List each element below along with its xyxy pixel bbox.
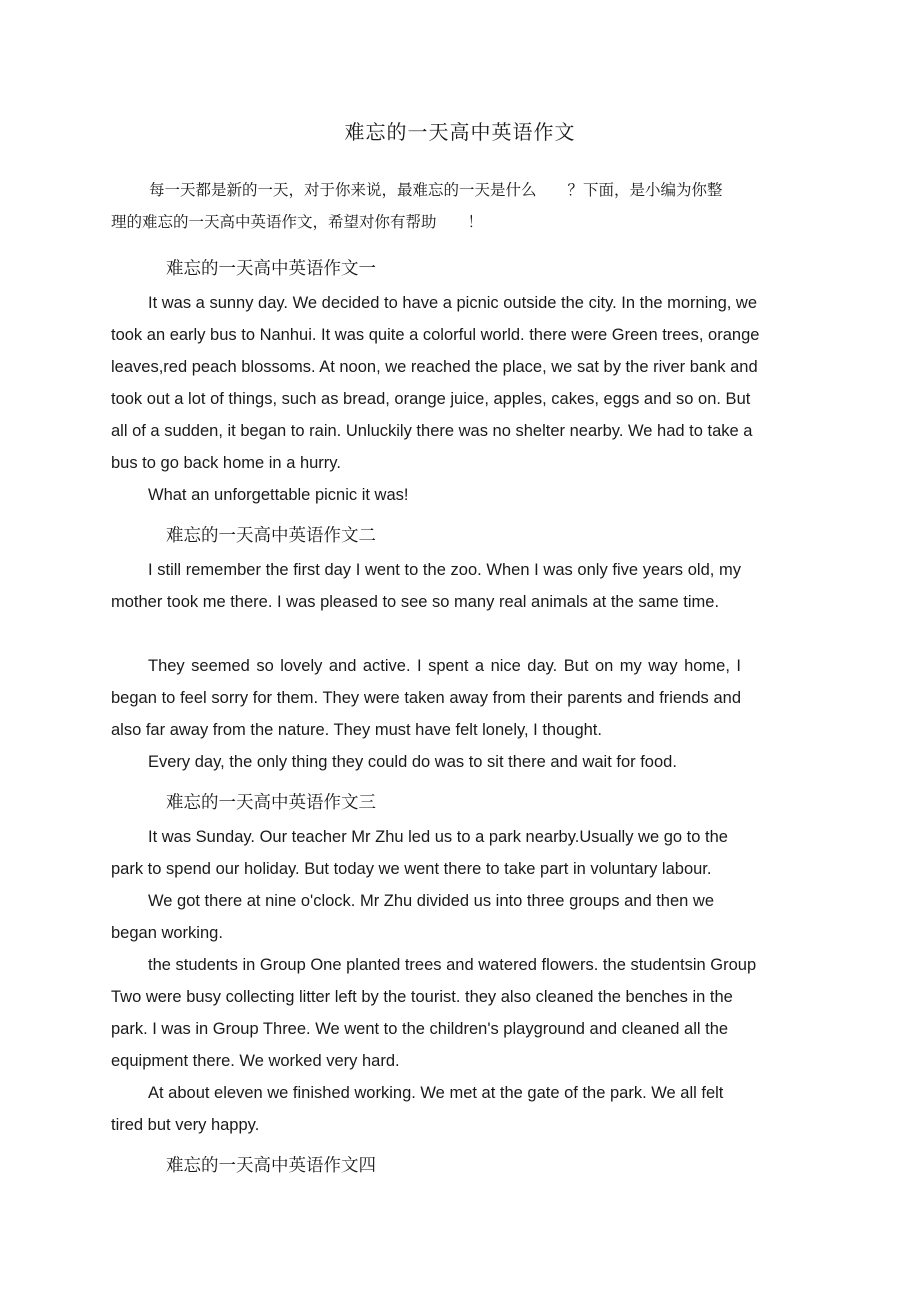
section-3-paragraph-2: We got there at nine o'clock. Mr Zhu divided us into three groups and then we began working. (111, 892, 715, 942)
intro-paragraph (111, 174, 801, 238)
section-3-paragraph-1: It was Sunday. Our teacher Mr Zhu led us to a park nearby.Usually we go to the park to spend our holiday. But today we went there to take part in voluntary labour. (111, 828, 728, 878)
section-1-paragraph-2: What an unforgettable picnic it was! (148, 486, 409, 504)
section-3-paragraph-3: the students in Group One planted trees and watered flowers. the studentsin Group Two were busy collecting litter left by the tourist. they also cleaned the benches in the park. I was in Group Three. We went to the children's playground and cleaned all the equipment there. We worked very hard. (111, 956, 757, 1070)
section-heading-4: 难忘的一天高中英语作文四 (166, 1156, 376, 1176)
intro-line-2: 理的难忘的一天高中英语作文，希望对你有帮助 ！ (111, 213, 484, 231)
section-2-paragraph-2: They seemed so lovely and active. I spent a nice day. But on my way home, I began to feel sorry for them. They were taken away from their parents and friends and also far away from the nature. They must have felt lonely, I thought. (111, 657, 741, 739)
section-2-paragraph-1: I still remember the first day I went to the zoo. When I was only five years old, my mother took me there. I was pleased to see so many real animals at the same time. (111, 561, 741, 611)
section-heading-3: 难忘的一天高中英语作文三 (166, 793, 376, 813)
section-heading-2: 难忘的一天高中英语作文二 (166, 526, 376, 546)
section-3-paragraph-4: At about eleven we finished working. We met at the gate of the park. We all felt tired but very happy. (111, 1084, 724, 1134)
intro-line-1: 每一天都是新的一天，对于你来说，最难忘的一天是什么 ？下面，是小编为你整 (149, 181, 723, 199)
section-2-paragraph-3: Every day, the only thing they could do was to sit there and wait for food. (148, 753, 677, 771)
section-1-paragraph-1: It was a sunny day. We decided to have a picnic outside the city. In the morning, we took an early bus to Nanhui. It was quite a colorful world. there were Green trees, orange leaves,red peach blossoms. At noon, we reached the place, we sat by the river bank and took out a lot of things, such as bread, orange juice, apples, cakes, eggs and so on. But all of a sudden, it began to rain. Unluckily there was no shelter nearby. We had to take a bus to go back home in a hurry. (111, 294, 760, 472)
section-heading-1: 难忘的一天高中英语作文一 (166, 259, 376, 279)
document-title: 难忘的一天高中英语作文 (344, 120, 576, 144)
